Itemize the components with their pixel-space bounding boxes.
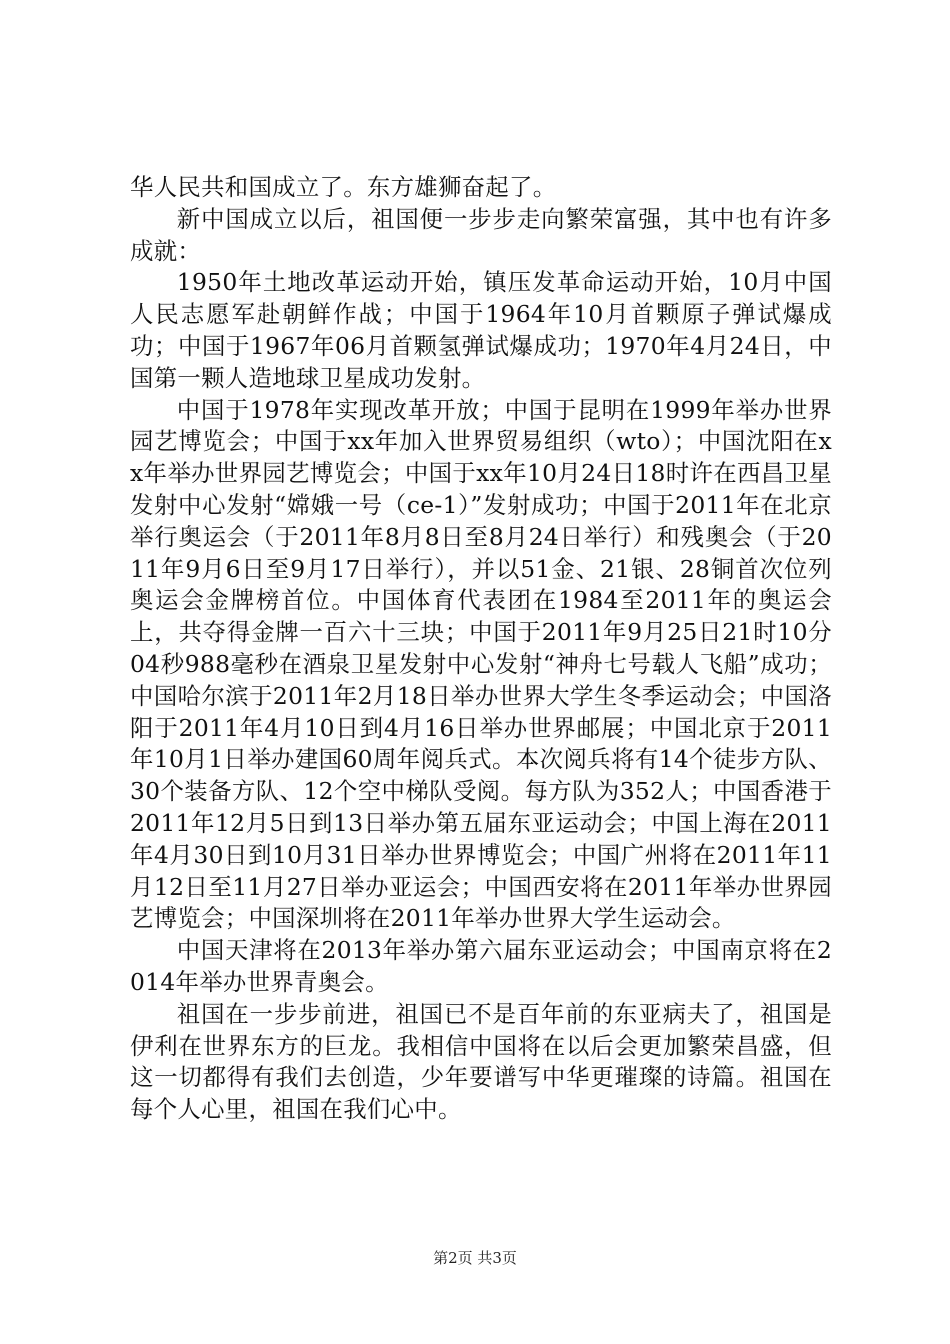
- paragraph-achievements-intro: 新中国成立以后，祖国便一步步走向繁荣富强，其中也有许多成就：: [130, 204, 832, 265]
- paragraph-conclusion: 祖国在一步步前进，祖国已不是百年前的东亚病夫了，祖国是伊利在世界东方的巨龙。我相信中国将在以后会更加繁荣昌盛，但这一切都得有我们去创造，少年要谱写中华更璀璨的诗篇。祖国在每个人心里，祖国在我们心中。: [130, 999, 832, 1124]
- paragraph-modern-achievements: 中国于1978年实现改革开放；中国于昆明在1999年举办世界园艺博览会；中国于xx年加入世界贸易组织（wto）；中国沈阳在xx年举办世界园艺博览会；中国于xx年10月24日18时许在西昌卫星发射中心发射“嫦娥一号（ce-1）”发射成功；中国于2011年在北京举行奥运会（于2011年8月8日至8月24日举行）和残奥会（于2011年9月6日至9月17日举行），并以51金、21银、28铜首次位列奥运会金牌榜首位。中国体育代表团在1984至2011年的奥运会上，共夺得金牌一百六十三块；中国于2011年9月25日21时10分04秒988毫秒在酒泉卫星发射中心发射“神舟七号载人飞船”成功；中国哈尔滨于2011年2月18日举办世界大学生冬季运动会；中国洛阳于2011年4月10日到4月16日举办世界邮展；中国北京于2011年10月1日举办建国60周年阅兵式。本次阅兵将有14个徒步方队、30个装备方队、12个空中梯队受阅。每方队为352人；中国香港于2011年12月5日到13日举办第五届东亚运动会；中国上海在2011年4月30日到10月31日举办世界博览会；中国广州将在2011年11月12日至11月27日举办亚运会；中国西安将在2011年举办世界园艺博览会；中国深圳将在2011年举办世界大学生运动会。: [130, 395, 832, 933]
- paragraph-future-events: 中国天津将在2013年举办第六届东亚运动会；中国南京将在2014年举办世界青奥会。: [130, 936, 832, 996]
- document-body: [130, 172, 832, 1126]
- page-number-footer: 第2页 共3页: [433, 1249, 517, 1267]
- paragraph-continuation: 华人民共和国成立了。东方雄狮奋起了。: [130, 173, 557, 201]
- paragraph-early-achievements: 1950年土地改革运动开始，镇压发革命运动开始，10月中国人民志愿军赴朝鲜作战；中国于1964年10月首颗原子弹试爆成功；中国于1967年06月首颗氢弹试爆成功；1970年4月24日，中国第一颗人造地球卫星成功发射。: [130, 268, 832, 392]
